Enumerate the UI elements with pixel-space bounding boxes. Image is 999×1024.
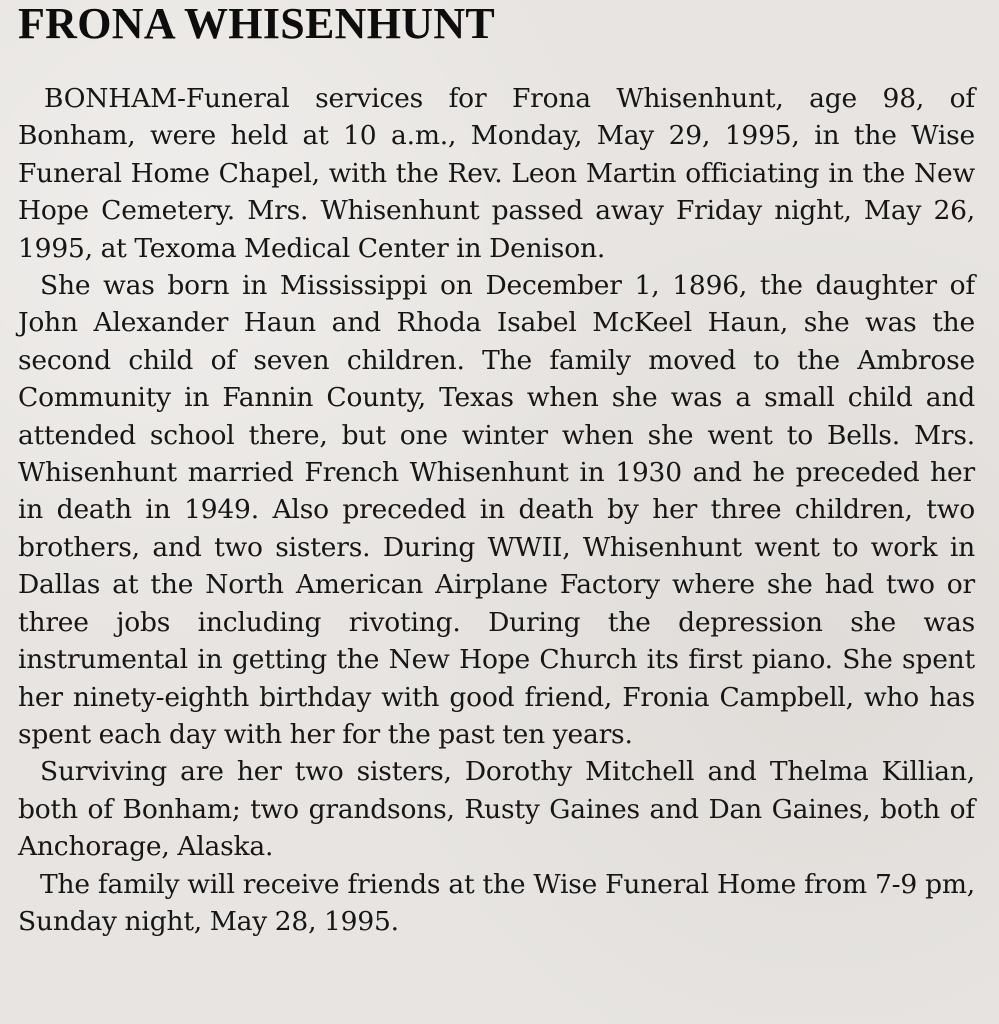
obituary-body [18, 80, 975, 940]
paragraph-survivors: Surviving are her two sisters, Dorothy Mitchell and Thelma Killian, both of Bonham; two grandsons, Rusty Gaines and Dan Gaines, both of Anchorage, Alaska. [18, 756, 975, 863]
paragraph-funeral-services: BONHAM-Funeral services for Frona Whisenhunt, age 98, of Bonham, were held at 10 a.m., Monday, May 29, 1995, in the Wise Funeral Home Chapel, with the Rev. Leon Martin officiating in the New Hope Cemetery. Mrs. Whisenhunt passed away Friday night, May 26, 1995, at Texoma Medical Center in Denison. [18, 83, 975, 264]
obituary-headline: FRONA WHISENHUNT [18, 0, 496, 48]
paragraph-visitation: The family will receive friends at the Wise Funeral Home from 7-9 pm, Sunday night, May 28, 1995. [18, 868, 975, 937]
paragraph-biography: She was born in Mississippi on December 1, 1896, the daughter of John Alexander Haun and Rhoda Isabel McKeel Haun, she was the second child of seven children. The family moved to the Ambrose Community in Fannin County, Texas when she was a small child and attended school there, but one winter when she went to Bells. Mrs. Whisenhunt married French Whisenhunt in 1930 and he preceded her in death in 1949. Also preceded in death by her three children, two brothers, and two sisters. During WWII, Whisenhunt went to work in Dallas at the North American Airplane Factory where she had two or three jobs including rivoting. During the depression she was instrumental in getting the New Hope Church its first piano. She spent her ninety-eighth birthday with good friend, Fronia Campbell, who has spent each day with her for the past ten years. [18, 270, 975, 750]
